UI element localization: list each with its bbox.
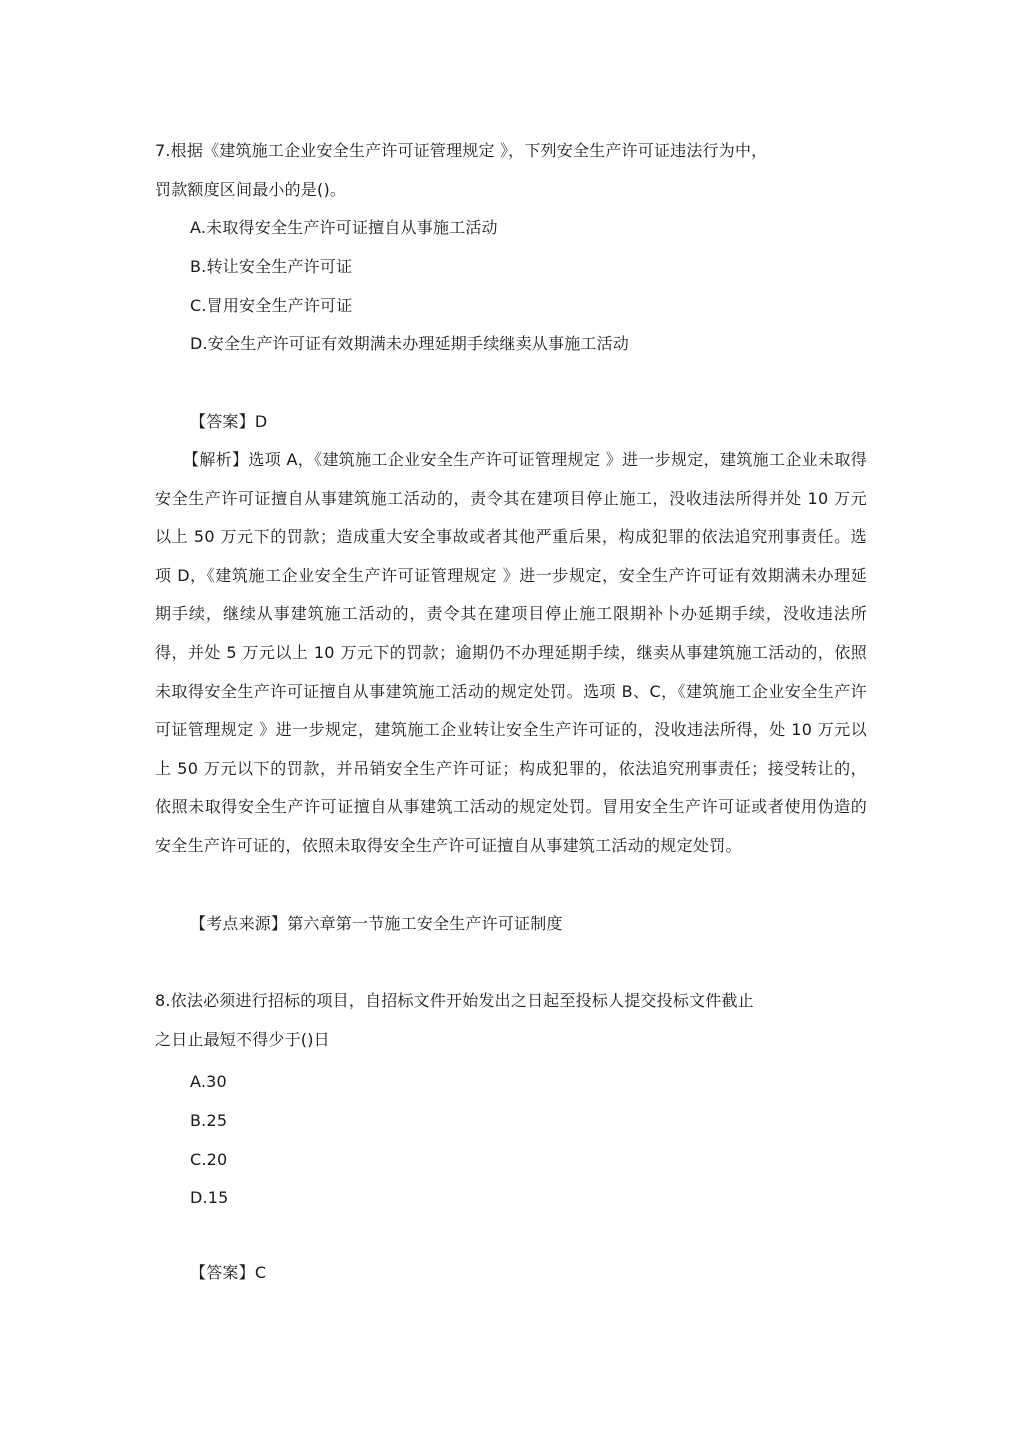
q8-answer bbox=[190, 1263, 910, 1283]
q7-stem-line2: 罚款额度区间最小的是()。 bbox=[155, 180, 347, 199]
q7-answer-label: 【答案】 bbox=[190, 412, 255, 431]
q8-stem-line1: 8.依法必须进行招标的项目，自招标文件开始发出之日起至投标人提交投标文件截止 bbox=[155, 991, 754, 1010]
q8-option-c: C.20 bbox=[190, 1150, 228, 1169]
q7-answer-value: D bbox=[254, 412, 268, 431]
q8-option-b: B.25 bbox=[190, 1111, 228, 1130]
q7-stem-line1: 7.根据《建筑施工企业安全生产许可证管理规定 》，下列安全生产许可证违法行为中， bbox=[155, 141, 768, 160]
q8-option-a: A.30 bbox=[190, 1072, 227, 1091]
q7-answer bbox=[190, 412, 910, 432]
q8-option-d: D.15 bbox=[190, 1188, 229, 1207]
q8-answer-value: C bbox=[254, 1263, 267, 1282]
q7-option-a: A.未取得安全生产许可证擅自从事施工活动 bbox=[190, 218, 498, 237]
q8-stem-line2: 之日止最短不得少于()日 bbox=[155, 1030, 330, 1049]
q7-source-label: 【考点来源】 bbox=[190, 914, 288, 933]
q7-option-b: B.转让安全生产许可证 bbox=[190, 257, 353, 276]
q8-answer-label: 【答案】 bbox=[190, 1263, 255, 1282]
q7-source-text: 第六章第一节施工安全生产许可证制度 bbox=[287, 914, 563, 933]
q7-analysis bbox=[155, 441, 867, 866]
q7-option-d: D.安全生产许可证有效期满未办理延期手续继卖从事施工活动 bbox=[190, 334, 630, 353]
q7-source bbox=[190, 914, 910, 934]
q7-option-c: C.冒用安全生产许可证 bbox=[190, 296, 353, 315]
q7-analysis-label: 【解析】 bbox=[183, 450, 249, 469]
q7-analysis-text: 选项 A，《建筑施工企业安全生产许可证管理规定 》进一步规定，建筑施工企业未取得安全生产许可证擅自从事建筑施工活动的，责令其在建项目停止施工，没收违法所得并处 10 万元以上 50 万元下的罚款；造成重大安全事故或者其他严重后果，构成犯罪的依法追究刑事责任。选项 D，《建筑施工企业安全生产许可证管理规定 》进一步规定，安全生产许可证有效期满未办理延期手续，继续从事建筑施工活动的，责令其在建项目停止施工限期补卜办延期手续，没收违法所得，并处 5 万元以上 10 万元下的罚款；逾期仍不办理延期手续，继卖从事建筑施工活动的，依照未取得安全生产许可证擅自从事建筑施工活动的规定处罚。选项 B、C，《建筑施工企业安全生产许可证管理规定 》进一步规定，建筑施工企业转让安全生产许可证的，没收违法所得，处 10 万元以上 50 万元以下的罚款，并吊销安全生产许可证；构成犯罪的，依法追究刑事责任；接受转让的，依照未取得安全生产许可证擅自从事建筑工活动的规定处罚。冒用安全生产许可证或者使用伪造的安全生产许可证的，依照未取得安全生产许可证擅自从事建筑工活动的规定处罚。 bbox=[155, 450, 867, 855]
